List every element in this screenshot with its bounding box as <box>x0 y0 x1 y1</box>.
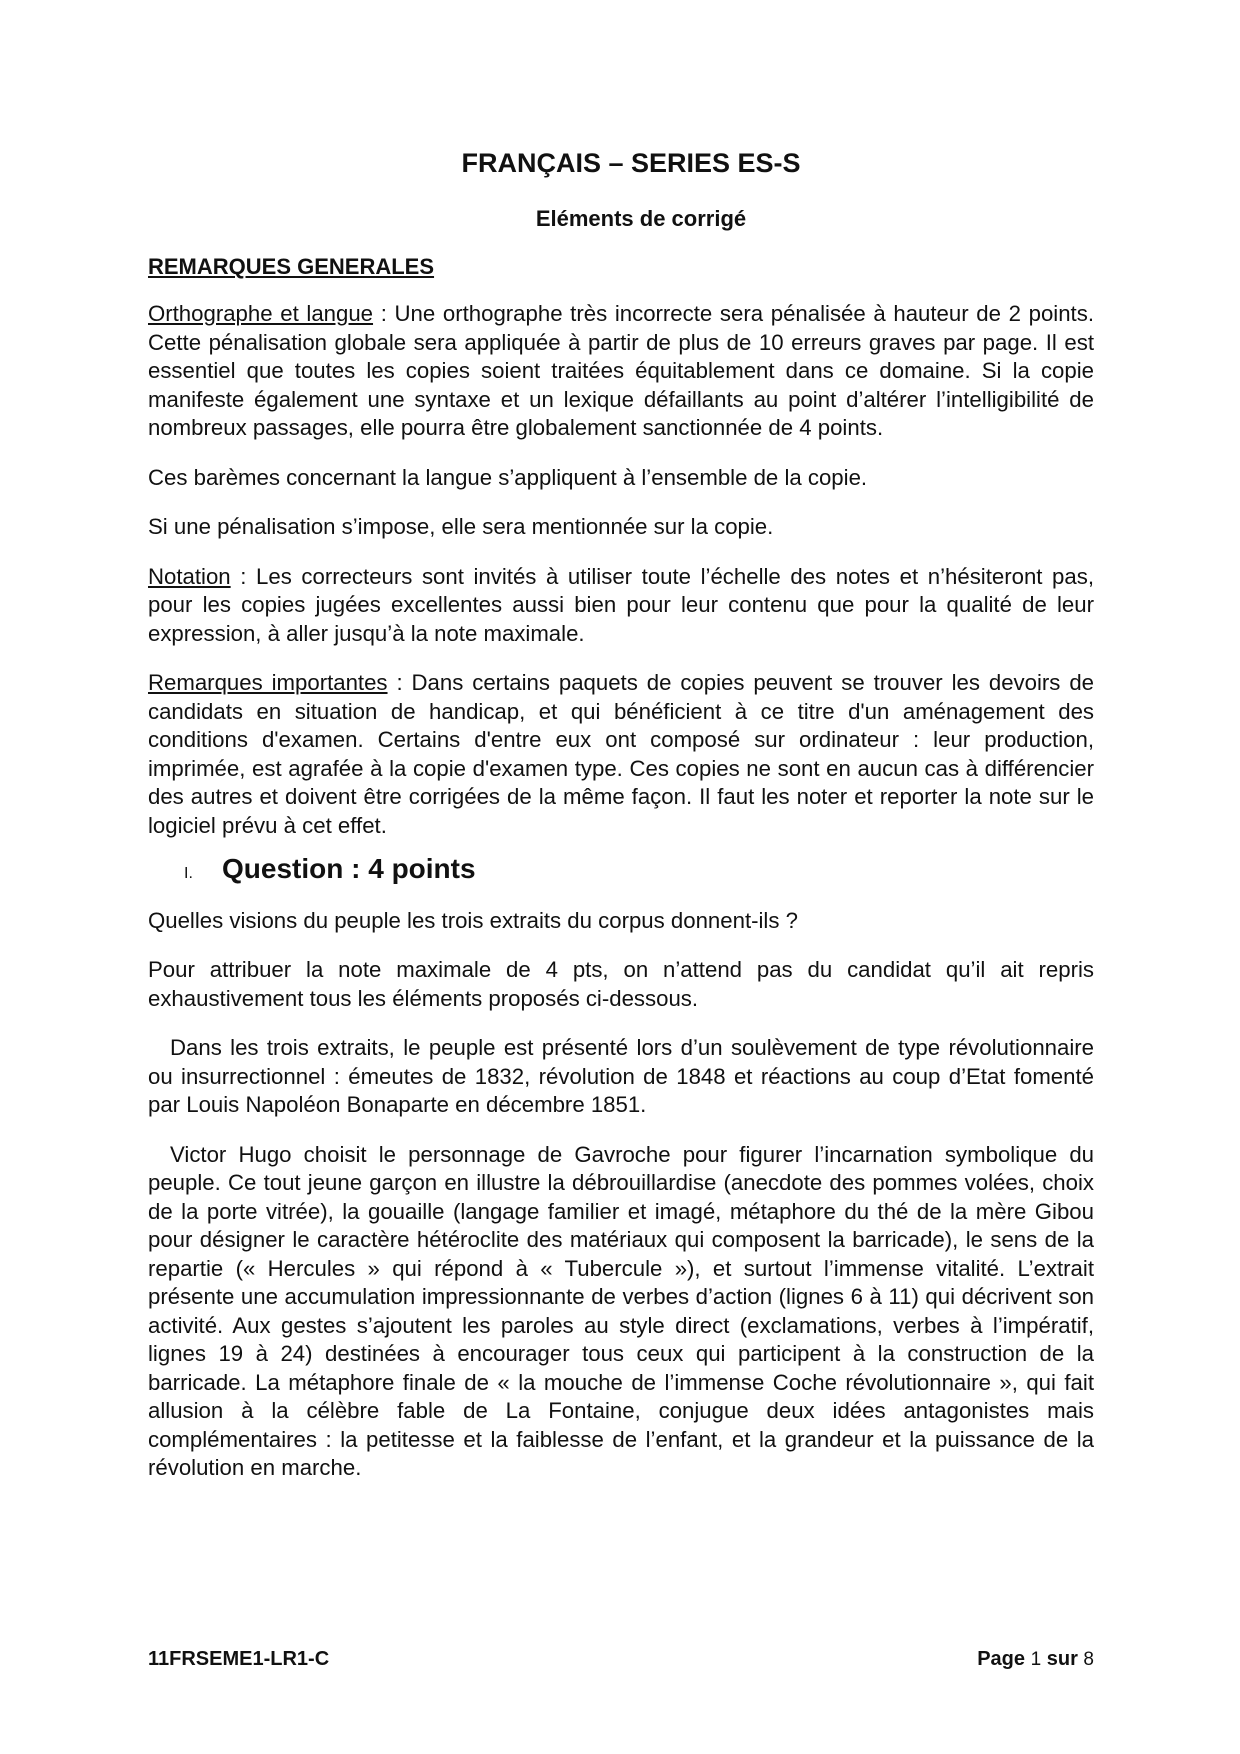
document-subtitle: Eléments de corrigé <box>535 206 747 231</box>
baremes-paragraph: Ces barèmes concernant la langue s’appliquent à l’ensemble de la copie. <box>148 464 868 490</box>
notation-text: : Les correcteurs sont invités à utiliser toute l’échelle des notes et n’hésiteront pas, pour les copies jugées excellentes aussi bien pour leur contenu que pour la qualité de leur expression, à aller jusqu’à la note maximale. <box>148 563 1094 646</box>
orthographe-text: : Une orthographe très incorrecte sera pénalisée à hauteur de 2 points. Cette pénalisation globale sera appliquée à partir de plus de 10 erreurs graves par page. Il est essentiel que toutes les copies soient traitées équitablement dans ce domaine. Si la copie manifeste également une syntaxe et un lexique défaillants au point d’altérer l’intelligibilité de nombreux passages, elle pourra être globalement sanctionnée de 4 points. <box>148 301 1094 440</box>
document-page <box>148 0 1094 1754</box>
question-heading <box>148 855 1094 889</box>
penalisation-paragraph: Si une pénalisation s’impose, elle sera mentionnée sur la copie. <box>148 514 774 539</box>
orthographe-paragraph <box>148 300 1094 443</box>
orthographe-label: Orthographe et langue <box>148 301 374 326</box>
question-prompt: Quelles visions du peuple les trois extraits du corpus donnent-ils ? <box>148 907 798 933</box>
remarques-text: : Dans certains paquets de copies peuvent se trouver les devoirs de candidats en situation de handicap, et qui bénéficient à ce titre d'un aménagement des conditions d'examen. Certains d'entre eux ont composé sur ordinateur : leur production, imprimée, est agrafée à la copie d'examen type. Ces copies ne sont en aucun cas à différencier des autres et doivent être corrigées de la même façon. Il faut les noter et reporter la note sur le logiciel prévu à cet effet. <box>148 670 1094 838</box>
document-title: FRANÇAIS – SERIES ES-S <box>461 148 801 178</box>
notation-label: Notation <box>148 563 231 589</box>
page-number <box>977 1648 1094 1671</box>
answer-paragraph-1: Dans les trois extraits, le peuple est présenté lors d’un soulèvement de type révolutionnaire ou insurrectionnel : émeutes de 1832, révolution de 1848 et réactions au coup d’Etat fomenté par Louis Napoléon Bonaparte en décembre 1851. <box>148 1035 1094 1117</box>
page-footer <box>148 1648 1094 1671</box>
question-note: Pour attribuer la note maximale de 4 pts, on n’attend pas du candidat qu’il ait repris exhaustivement tous les éléments proposés ci-dessous. <box>148 957 1094 1011</box>
remarques-paragraph <box>148 669 1094 840</box>
page-total: 8 <box>1083 1649 1094 1670</box>
sur-word: sur <box>1046 1648 1078 1670</box>
question-number: I. <box>184 865 193 882</box>
document-code: 11FRSEME1-LR1-C <box>148 1648 330 1670</box>
page-word: Page <box>977 1648 1026 1670</box>
body-text <box>148 300 1094 1504</box>
page-current: 1 <box>1030 1649 1042 1670</box>
question-title: Question : 4 points <box>222 853 476 884</box>
remarques-label: Remarques importantes <box>148 670 388 695</box>
notation-paragraph <box>148 563 1094 649</box>
answer-paragraph-2: Victor Hugo choisit le personnage de Gavroche pour figurer l’incarnation symbolique du peuple. Ce tout jeune garçon en illustre la débrouillardise (anecdote des pommes volées, choix de la porte vitrée), la gouaille (langage familier et imagé, métaphore du thé de la mère Gibou pour désigner le caractère hétéroclite des matériaux qui composent la barricade), le sens de la repartie (« Hercules » qui répond à « Tubercule »), et surtout l’immense vitalité. L’extrait présente une accumulation impressionnante de verbes d’action (lignes 6 à 11) qui décrivent son activité. Aux gestes s’ajoutent les paroles au style direct (exclamations, verbes à l’impératif, lignes 19 à 24) destinées à encourager tous ceux qui participent à la construction de la barricade. La métaphore finale de « la mouche de l’immense Coche révolutionnaire », qui fait allusion à la célèbre fable de La Fontaine, conjugue deux idées antagonistes mais complémentaires : la petitesse et la faiblesse de l’enfant, et la grandeur et la puissance de la révolution en marche. <box>148 1141 1094 1480</box>
general-remarks-heading: REMARQUES GENERALES <box>148 254 435 279</box>
